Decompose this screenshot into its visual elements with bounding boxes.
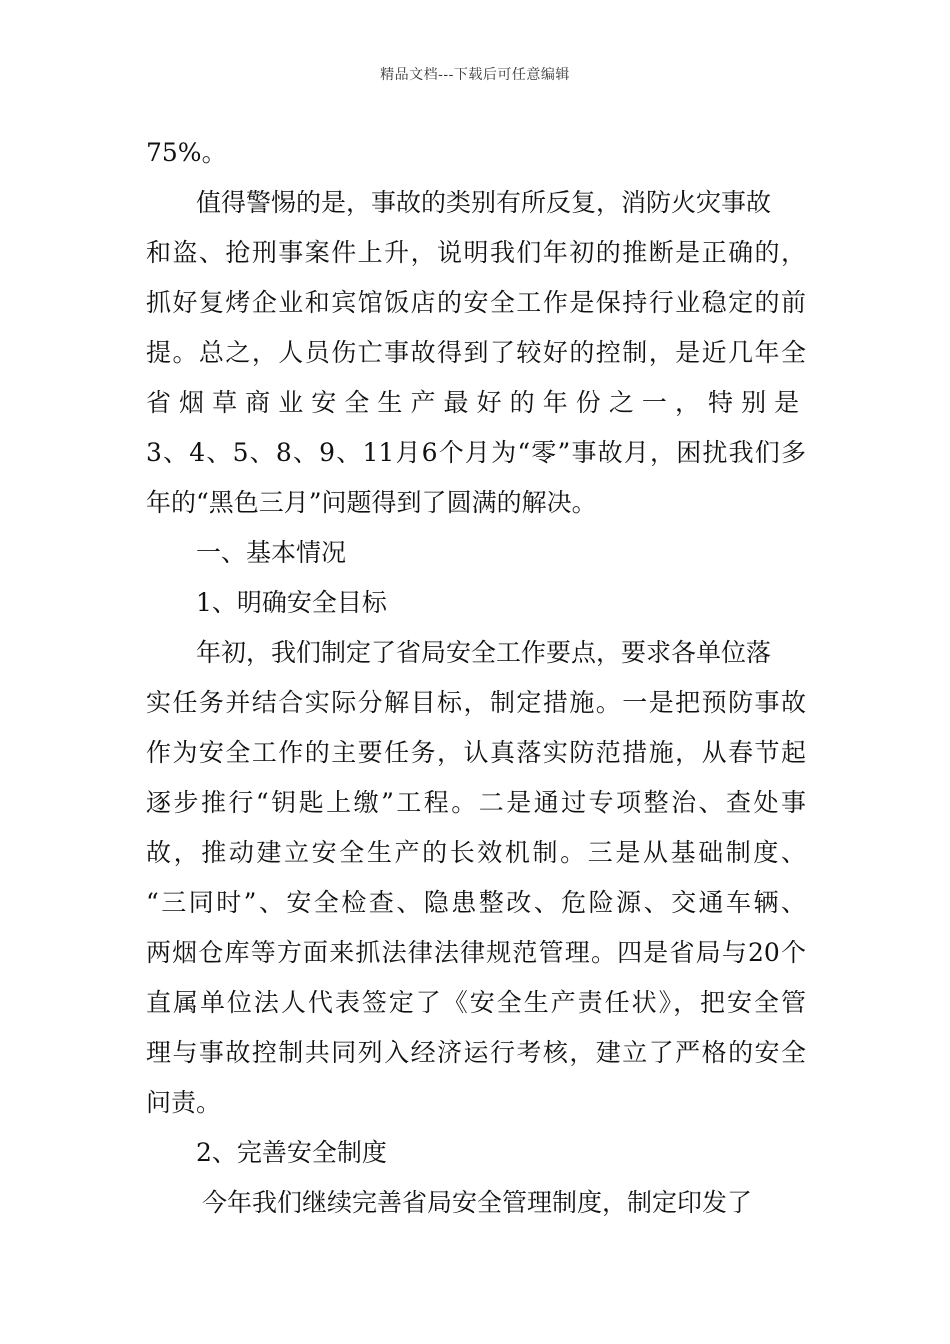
paragraph-first-line: 今年我们继续完善省局安全管理制度，制定印发了 [202,1188,753,1217]
page-header: 精品文档---下载后可任意编辑 [380,67,570,83]
text-line: 逐步推行“钥匙上缴”工程。二是通过专项整治、查处事 [146,788,806,817]
subsection-heading: 1、明确安全目标 [196,588,387,617]
section-heading: 一、基本情况 [196,538,347,567]
text-line: 省烟草商业安全生产最好的年份之一，特别是 [146,388,806,417]
text-line: 提。总之，人员伤亡事故得到了较好的控制，是近几年全 [146,338,806,367]
text-line: 问责。 [146,1088,222,1117]
text-line: 两烟仓库等方面来抓法律法律规范管理。四是省局与20个 [146,938,806,967]
paragraph-first-line: 年初，我们制定了省局安全工作要点，要求各单位落 [196,638,772,667]
text-line: 直属单位法人代表签定了《安全生产责任状》，把安全管 [146,988,806,1017]
text-line: 实任务并结合实际分解目标，制定措施。一是把预防事故 [146,688,806,717]
text-line: 作为安全工作的主要任务，认真落实防范措施，从春节起 [146,738,806,767]
text-line: 3、4、5、8、9、11月6个月为“零”事故月，困扰我们多 [146,438,806,467]
text-line: 抓好复烤企业和宾馆饭店的安全工作是保持行业稳定的前 [146,288,806,317]
text-line: 理与事故控制共同列入经济运行考核，建立了严格的安全 [146,1038,806,1067]
subsection-heading: 2、完善安全制度 [196,1138,387,1167]
text-line: 故，推动建立安全生产的长效机制。三是从基础制度、 [146,838,806,867]
text-line: 年的“黑色三月”问题得到了圆满的解决。 [146,488,597,517]
paragraph-first-line: 值得警惕的是，事故的类别有所反复，消防火灾事故 [196,188,772,217]
document-body [146,128,806,1228]
text-line: “三同时”、安全检查、隐患整改、危险源、交通车辆、 [146,888,806,917]
text-line: 75%。 [146,138,227,167]
text-line: 和盗、抢刑事案件上升，说明我们年初的推断是正确的， [146,238,806,267]
